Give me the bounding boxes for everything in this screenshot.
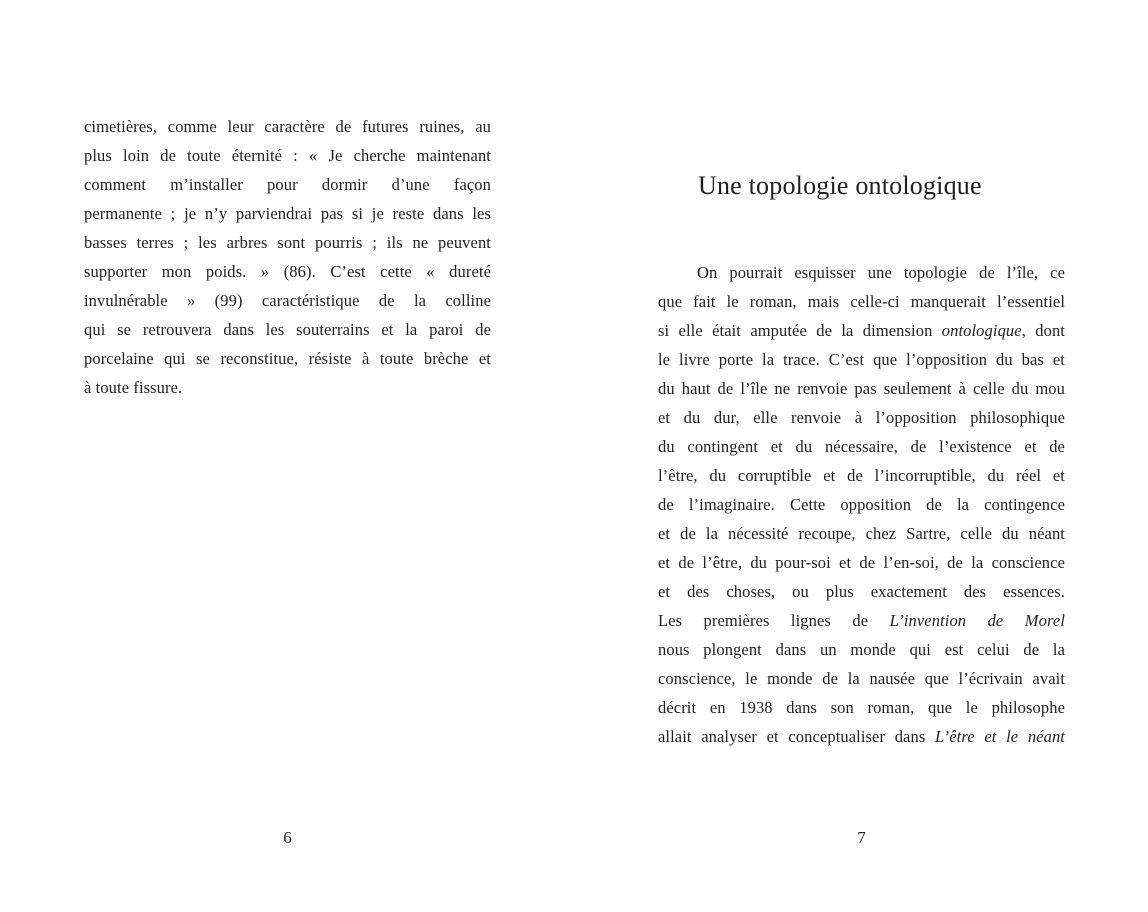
text-line bbox=[84, 170, 491, 199]
text-line bbox=[658, 287, 1065, 316]
text-line bbox=[658, 693, 1065, 722]
italic-text: L’invention de Morel bbox=[889, 611, 1065, 630]
text-segment: à toute fissure. bbox=[84, 378, 183, 397]
text-segment: l’être, du corruptible et de l’incorruptible, du réel et bbox=[658, 466, 1065, 485]
italic-text: L’être et le néant bbox=[935, 727, 1065, 746]
right-page bbox=[574, 0, 1148, 912]
italic-text: ontologique bbox=[941, 321, 1022, 340]
text-segment: et du dur, elle renvoie à l’opposition philosophique bbox=[658, 408, 1065, 427]
text-line bbox=[658, 548, 1065, 577]
text-line bbox=[84, 199, 491, 228]
text-segment: qui se retrouvera dans les souterrains et la paroi de bbox=[84, 320, 491, 339]
text-segment: plus loin de toute éternité : « Je cherche maintenant bbox=[84, 146, 491, 165]
text-segment: allait analyser et conceptualiser dans bbox=[658, 727, 935, 746]
text-segment: de l’imaginaire. Cette opposition de la contingence bbox=[658, 495, 1065, 514]
text-segment: , dont bbox=[1021, 321, 1065, 340]
text-segment: comment m’installer pour dormir d’une façon bbox=[84, 175, 491, 194]
text-line bbox=[84, 228, 491, 257]
text-segment: et de la nécessité recoupe, chez Sartre, celle du néant bbox=[658, 524, 1065, 543]
text-line bbox=[658, 519, 1065, 548]
text-line bbox=[658, 635, 1065, 664]
left-page-number: 6 bbox=[283, 828, 292, 847]
text-line bbox=[84, 112, 491, 141]
text-segment: basses terres ; les arbres sont pourris ; ils ne peuvent bbox=[84, 233, 491, 252]
text-segment: permanente ; je n’y parviendrai pas si je reste dans les bbox=[84, 204, 491, 223]
text-segment: porcelaine qui se reconstitue, résiste à toute brèche et bbox=[84, 349, 491, 368]
right-page-number: 7 bbox=[857, 828, 866, 847]
text-line bbox=[658, 577, 1065, 606]
text-segment: nous plongent dans un monde qui est celui de la bbox=[658, 640, 1065, 659]
right-page-paragraph bbox=[658, 258, 1065, 751]
text-line bbox=[658, 374, 1065, 403]
text-segment: conscience, le monde de la nausée que l’écrivain avait bbox=[658, 669, 1065, 688]
text-segment: Les premières lignes de bbox=[658, 611, 890, 630]
text-segment: décrit en 1938 dans son roman, que le philosophe bbox=[658, 698, 1065, 717]
text-line bbox=[658, 316, 1065, 345]
text-line bbox=[84, 257, 491, 286]
text-segment: supporter mon poids. » (86). C’est cette « dureté bbox=[84, 262, 491, 281]
text-line bbox=[84, 315, 491, 344]
text-segment: que fait le roman, mais celle-ci manquerait l’essentiel bbox=[658, 292, 1065, 311]
text-line bbox=[658, 490, 1065, 519]
text-segment: le livre porte la trace. C’est que l’opposition du bas et bbox=[658, 350, 1065, 369]
text-line bbox=[84, 141, 491, 170]
text-segment: du contingent et du nécessaire, de l’existence et de bbox=[658, 437, 1065, 456]
text-segment: si elle était amputée de la dimension bbox=[658, 321, 942, 340]
text-segment: du haut de l’île ne renvoie pas seulement à celle du mou bbox=[658, 379, 1065, 398]
text-segment: On pourrait esquisser une topologie de l’île, ce bbox=[697, 263, 1065, 282]
text-line bbox=[658, 403, 1065, 432]
text-line bbox=[84, 373, 491, 402]
text-line bbox=[658, 606, 1065, 635]
text-line bbox=[658, 258, 1065, 287]
left-page-paragraph bbox=[84, 112, 491, 402]
text-segment: et de l’être, du pour-soi et de l’en-soi, de la conscience bbox=[658, 553, 1065, 572]
chapter-heading: Une topologie ontologique bbox=[698, 171, 982, 200]
text-line bbox=[658, 461, 1065, 490]
text-segment: cimetières, comme leur caractère de futures ruines, au bbox=[84, 117, 491, 136]
text-line bbox=[658, 664, 1065, 693]
text-segment: et des choses, ou plus exactement des essences. bbox=[658, 582, 1065, 601]
text-line bbox=[84, 344, 491, 373]
text-line bbox=[658, 345, 1065, 374]
text-line bbox=[658, 432, 1065, 461]
text-segment: invulnérable » (99) caractéristique de la colline bbox=[84, 291, 491, 310]
text-line bbox=[84, 286, 491, 315]
text-line bbox=[658, 722, 1065, 751]
